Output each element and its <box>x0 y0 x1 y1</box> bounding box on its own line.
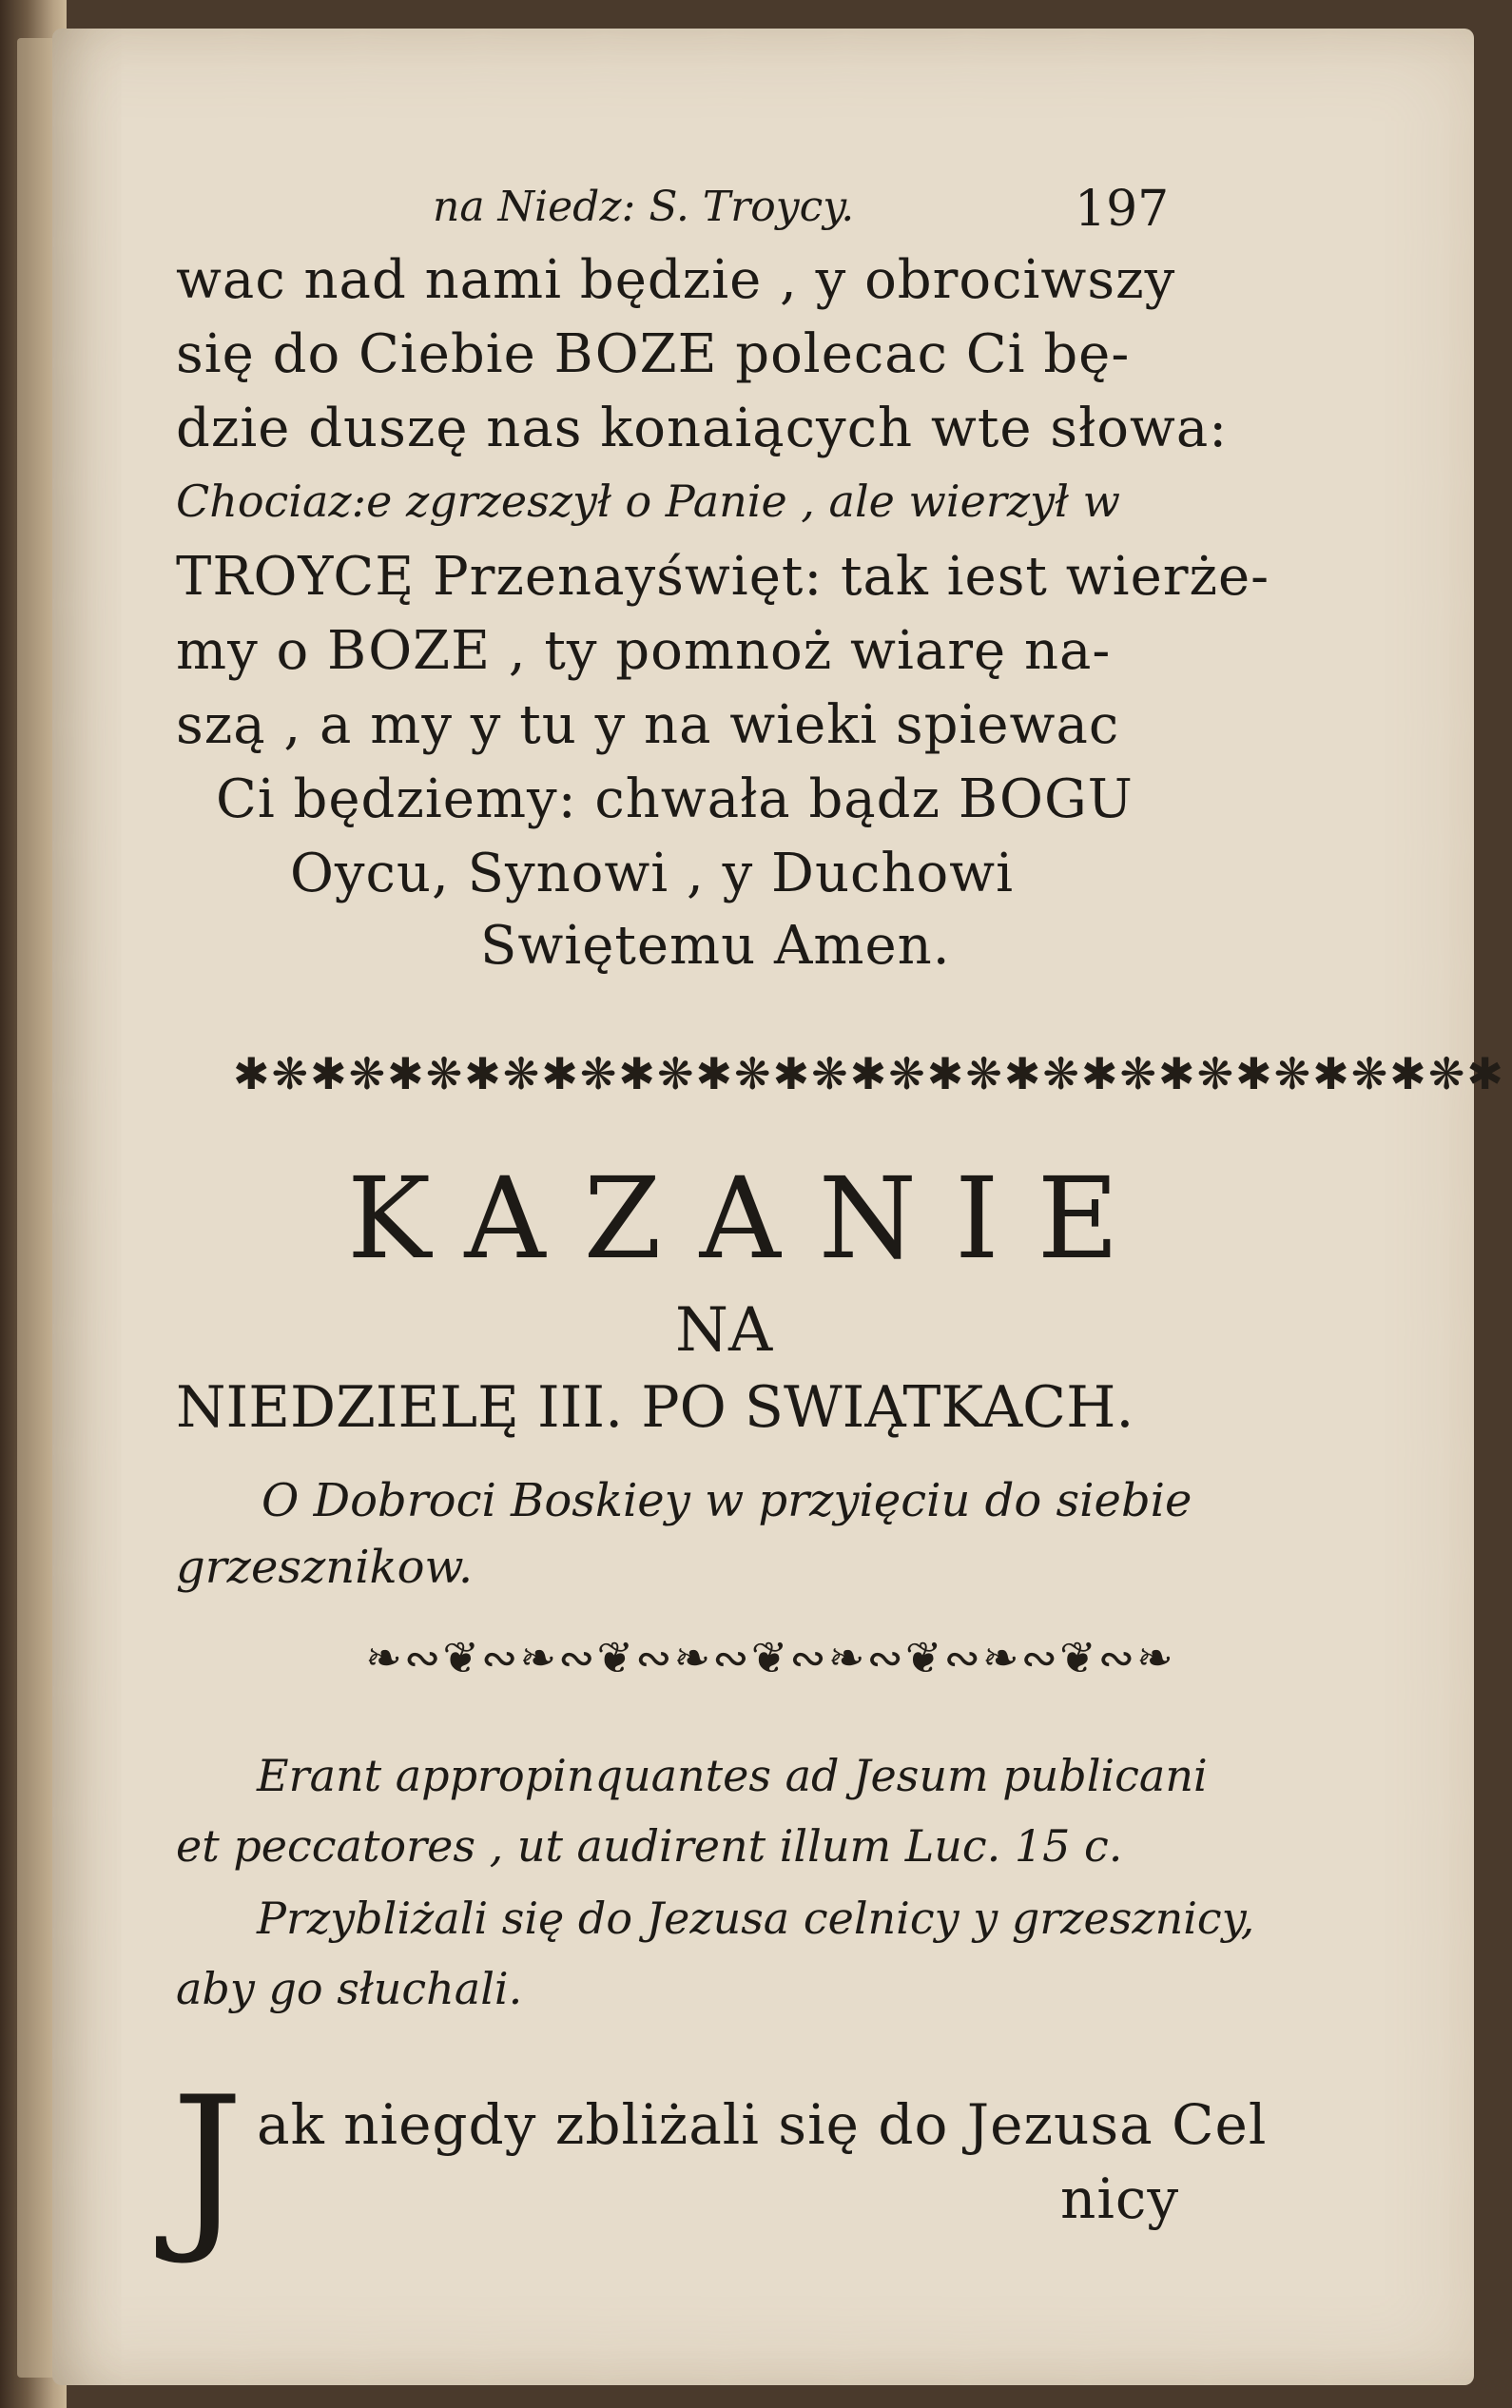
paragraph-line: Chociaz:e zgrzeszył o Panie , ale wierzył w <box>176 476 1120 527</box>
paragraph-line: TROYCĘ Przenayświęt: tak iest wierże- <box>176 546 1270 608</box>
closing-line: ak niegdy zbliżali się do Jezusa Cel <box>257 2092 1268 2157</box>
polish-quote-line: Przybliżali się do Jezusa celnicy y grzesznicy, <box>257 1893 1255 1944</box>
book-page <box>52 29 1505 2385</box>
page-number: 197 <box>1075 181 1170 238</box>
ornament-border-bottom: ❧∾❦∾❧∾❦∾❧∾❦∾❧∾❦∾❧∾❦∾❧ <box>365 1632 1175 1683</box>
left-page-edge <box>17 38 55 2378</box>
latin-quote-line: et peccatores , ut audirent illum Luc. 15 c. <box>176 1820 1123 1872</box>
subject-line: O Dobroci Boskiey w przyięciu do siebie <box>262 1474 1192 1527</box>
running-title: na Niedz: S. Troycy. <box>433 183 855 231</box>
paragraph-line: wac nad nami będzie , y obrociwszy <box>176 249 1176 311</box>
paragraph-line: szą , a my y tu y na wieki spiewac <box>176 694 1120 756</box>
paragraph-line: się do Ciebie BOZE polecac Ci bę- <box>176 323 1131 385</box>
title-line-2: NA <box>675 1295 773 1366</box>
title-line-3: NIEDZIELĘ III. PO SWIĄTKACH. <box>176 1374 1134 1441</box>
closing-line: nicy <box>1060 2166 1180 2231</box>
polish-quote-line: aby go słuchali. <box>176 1963 523 2014</box>
sermon-title: KAZANIE <box>347 1153 1157 1284</box>
drop-cap: J <box>171 2058 244 2268</box>
subject-line: grzesznikow. <box>176 1541 474 1594</box>
paragraph-line: my o BOZE , ty pomnoż wiarę na- <box>176 620 1112 682</box>
latin-quote-line: Erant appropinquantes ad Jesum publicani <box>257 1750 1208 1801</box>
paragraph-line: dzie duszę nas konaiących wte słowa: <box>176 398 1229 459</box>
paragraph-line: Ci będziemy: chwała bądz BOGU <box>216 768 1134 830</box>
paragraph-line: Swiętemu Amen. <box>480 915 951 977</box>
ornament-border-top: ✱❋✱❋✱❋✱❋✱❋✱❋✱❋✱❋✱❋✱❋✱❋✱❋✱❋✱❋✱❋✱❋✱ <box>233 1048 1505 1099</box>
paragraph-line: Oycu, Synowi , y Duchowi <box>290 843 1014 904</box>
